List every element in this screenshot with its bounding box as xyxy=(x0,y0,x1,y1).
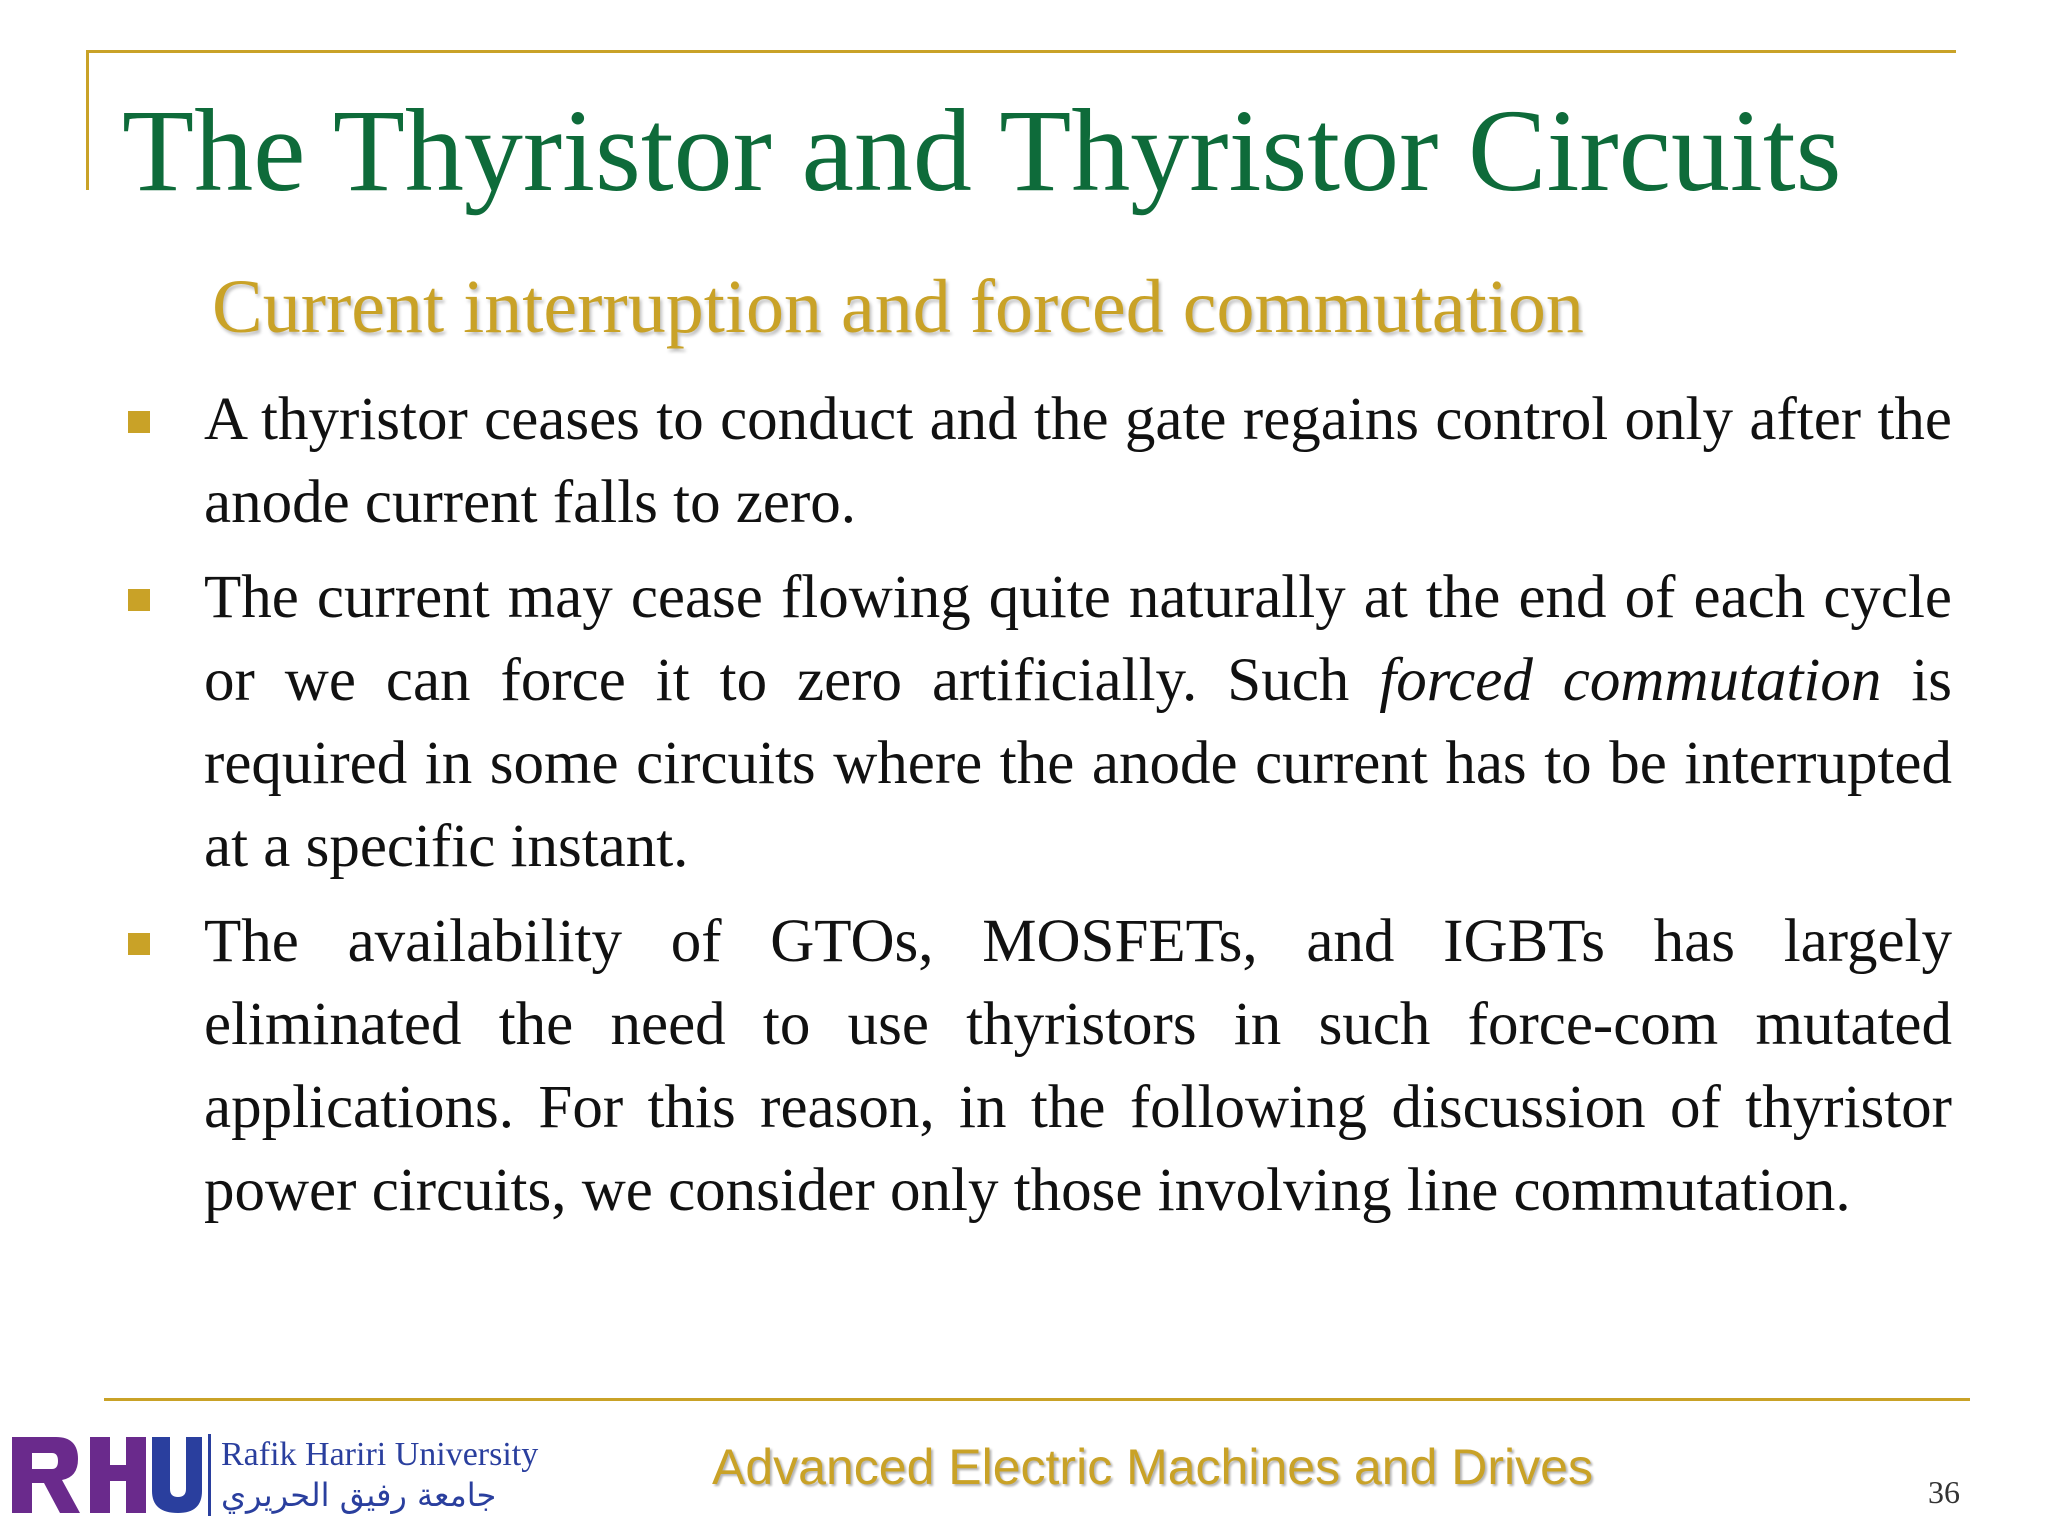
course-title: Advanced Electric Machines and Drives xyxy=(712,1439,1593,1495)
title-frame-left-rule xyxy=(86,50,89,190)
bullet-emphasis: forced commutation xyxy=(1379,647,1882,714)
logo-text xyxy=(221,1435,538,1515)
bullet-text: The current may cease flowing quite naturally at the end of each cycle or we can force it to zero artificially. Such xyxy=(204,564,1952,714)
footer-rule xyxy=(104,1398,1970,1401)
bullet-list xyxy=(122,378,1952,1244)
slide-subtitle: Current interruption and forced commutation xyxy=(212,265,1584,349)
bullet-text-continued: is required in some circuits where the anode current has to be interrupted at a specific instant. xyxy=(204,647,1953,880)
slide-title: The Thyristor and Thyristor Circuits xyxy=(122,85,1842,216)
bullet-item-1 xyxy=(122,378,1952,544)
square-bullet-icon xyxy=(128,589,150,611)
bullet-text: A thyristor ceases to conduct and the gate regains control only after the anode current falls to zero. xyxy=(204,386,1952,536)
page-number: 36 xyxy=(1928,1474,1960,1510)
title-frame-top-rule xyxy=(86,50,1956,53)
square-bullet-icon xyxy=(128,933,150,955)
bullet-item-3 xyxy=(122,900,1952,1232)
bullet-text: The availability of GTOs, MOSFETs, and IGBTs has largely eliminated the need to use thyristors in such force-com mutated applications. For this reason, in the following discussion of thyristor power circuits, we consider only those involving line commutation. xyxy=(204,908,1952,1224)
logo-english-name: Rafik Hariri University xyxy=(221,1436,539,1473)
logo-separator xyxy=(208,1434,211,1516)
logo-arabic-name: جامعة رفيق الحريري xyxy=(221,1476,497,1514)
square-bullet-icon xyxy=(128,411,150,433)
rhu-logo-icon xyxy=(8,1433,204,1517)
bullet-item-2 xyxy=(122,556,1952,888)
university-logo xyxy=(8,1430,538,1520)
